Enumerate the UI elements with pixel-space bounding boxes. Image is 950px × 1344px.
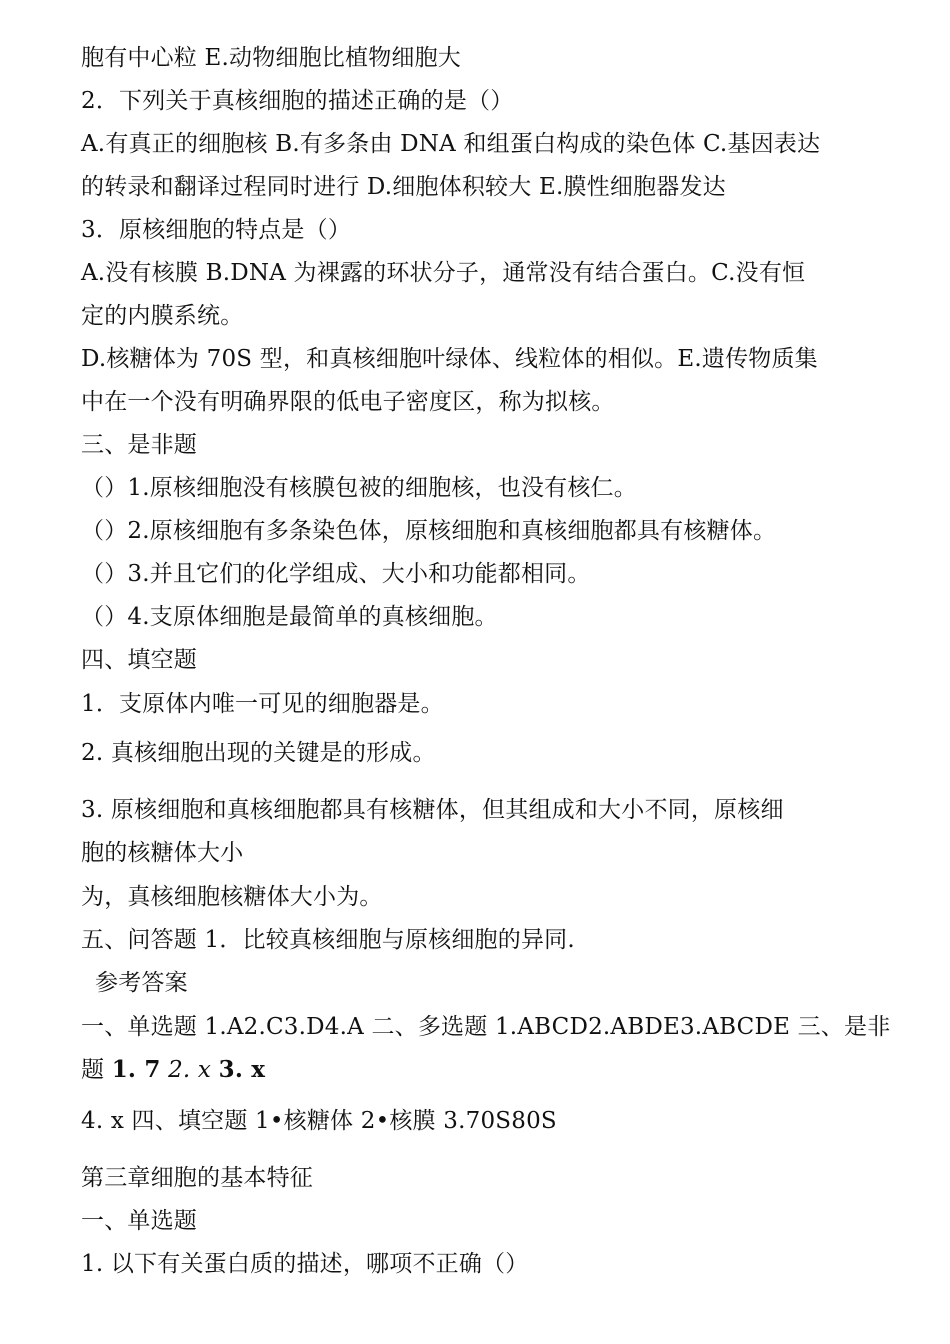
- question-2-options-cont: 的转录和翻译过程同时进行 D.细胞体积较大 E.膜性细胞器发达: [81, 174, 726, 200]
- fill-blank-item-3-cont2: 为，真核细胞核糖体大小为。: [81, 884, 383, 910]
- fill-blank-item-3: 3. 原核细胞和真核细胞都具有核糖体，但其组成和大小不同，原核细: [81, 797, 784, 823]
- question-3-option-e-cont: 中在一个没有明确界限的低电子密度区，称为拟核。: [81, 389, 615, 415]
- answer-key-heading: 参考答案: [95, 970, 188, 996]
- question-1: 1. 以下有关蛋白质的描述，哪项不正确（）: [81, 1251, 529, 1277]
- question-2-options: A.有真正的细胞核 B.有多条由 DNA 和组蛋白构成的染色体 C.基因表达: [81, 131, 821, 157]
- true-false-item-4: （）4.支原体细胞是最简单的真核细胞。: [81, 604, 498, 630]
- answer-key-line-2: [81, 1055, 881, 1085]
- question-3-option-d: D.核糖体为 70S 型，和真核细胞叶绿体、线粒体的相似。E.遗传物质集: [81, 346, 818, 372]
- answer-key-line-3: 4. x 四、填空题 1•核糖体 2•核膜 3.70S80S: [81, 1108, 557, 1134]
- text-line: 胞有中心粒 E.动物细胞比植物细胞大: [81, 45, 462, 71]
- answer-part-3: 3. x: [218, 1056, 266, 1083]
- section-heading-fill-blank: 四、填空题: [81, 647, 197, 673]
- fill-blank-item-1: 1．支原体内唯一可见的细胞器是。: [81, 691, 444, 717]
- fill-blank-item-3-cont: 胞的核糖体大小: [81, 840, 244, 866]
- answer-key-line-1: 一、单选题 1.A2.C3.D4.A 二、多选题 1.ABCD2.ABDE3.ABCDE 三、是非: [81, 1014, 891, 1040]
- section-heading-true-false: 三、是非题: [81, 432, 197, 458]
- true-false-item-1: （）1.原核细胞没有核膜包被的细胞核，也没有核仁。: [81, 475, 637, 501]
- true-false-item-3: （）3.并且它们的化学组成、大小和功能都相同。: [81, 561, 591, 587]
- question-3: 3．原核细胞的特点是（）: [81, 217, 352, 243]
- answer-part-1: 1. 7: [111, 1056, 161, 1083]
- section-heading-questions: 五、问答题 1．比较真核细胞与原核细胞的异同.: [81, 927, 575, 953]
- question-3-options: A.没有核膜 B.DNA 为裸露的环状分子，通常没有结合蛋白。C.没有恒: [81, 260, 806, 286]
- answer-prefix: 题: [81, 1057, 105, 1083]
- section-heading-single-choice: 一、单选题: [81, 1208, 197, 1234]
- fill-blank-item-2: 2. 真核细胞出现的关键是的形成。: [81, 740, 436, 766]
- chapter-heading: 第三章细胞的基本特征: [81, 1165, 313, 1191]
- answer-part-2: 2. x: [168, 1057, 212, 1083]
- question-3-options-cont: 定的内膜系统。: [81, 303, 244, 329]
- true-false-item-2: （）2.原核细胞有多条染色体，原核细胞和真核细胞都具有核糖体。: [81, 518, 777, 544]
- question-2: 2．下列关于真核细胞的描述正确的是（）: [81, 88, 514, 114]
